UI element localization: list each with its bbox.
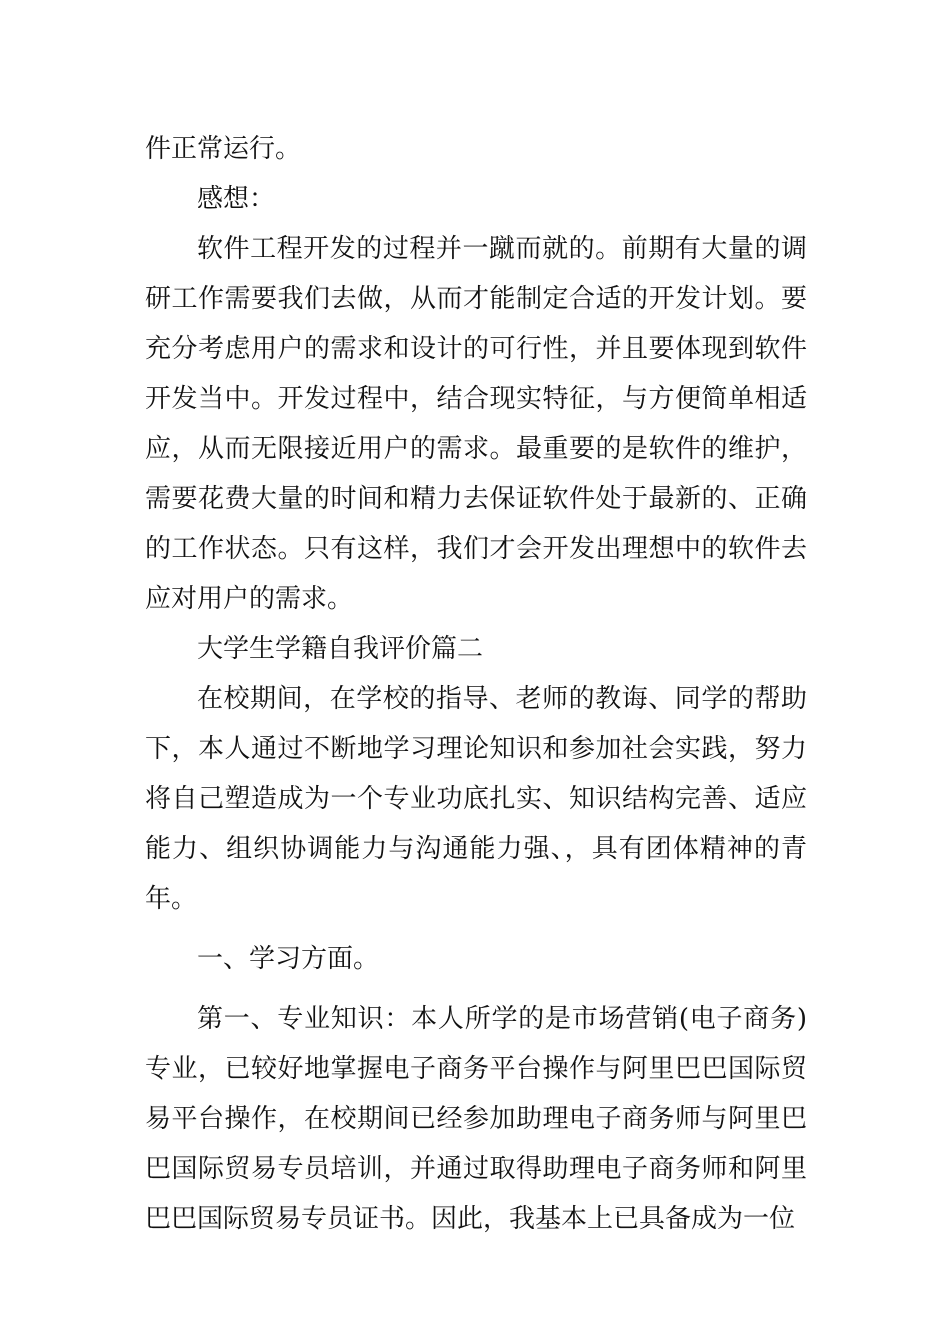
- paragraph-continuation: 件正常运行。: [145, 134, 302, 164]
- paragraph-heading-reflection: 感想：: [197, 184, 276, 214]
- paragraph-intro: 在校期间，在学校的指导、老师的教诲、同学的帮助下，本人通过不断地学习理论知识和参加社会实践，努力将自己塑造成为一个专业功底扎实、知识结构完善、适应能力、组织协调能力与沟通能力强、，具有团体精神的青年。: [145, 684, 807, 914]
- section-heading-study: 一、学习方面。: [197, 944, 380, 974]
- section-title: 大学生学籍自我评价篇二: [197, 634, 484, 664]
- document-body: [145, 124, 807, 1244]
- paragraph-professional-knowledge: 第一、专业知识：本人所学的是市场营销(电子商务)专业，已较好地掌握电子商务平台操作与阿里巴巴国际贸易平台操作，在校期间已经参加助理电子商务师与阿里巴巴国际贸易专员培训，并通过取得助理电子商务师和阿里巴巴国际贸易专员证书。因此，我基本上已具备成为一位: [145, 1004, 807, 1234]
- paragraph-reflection: 软件工程开发的过程并一蹴而就的。前期有大量的调研工作需要我们去做，从而才能制定合适的开发计划。要充分考虑用户的需求和设计的可行性，并且要体现到软件开发当中。开发过程中，结合现实特征，与方便简单相适应，从而无限接近用户的需求。最重要的是软件的维护，需要花费大量的时间和精力去保证软件处于最新的、正确的工作状态。只有这样，我们才会开发出理想中的软件去应对用户的需求。: [145, 234, 807, 614]
